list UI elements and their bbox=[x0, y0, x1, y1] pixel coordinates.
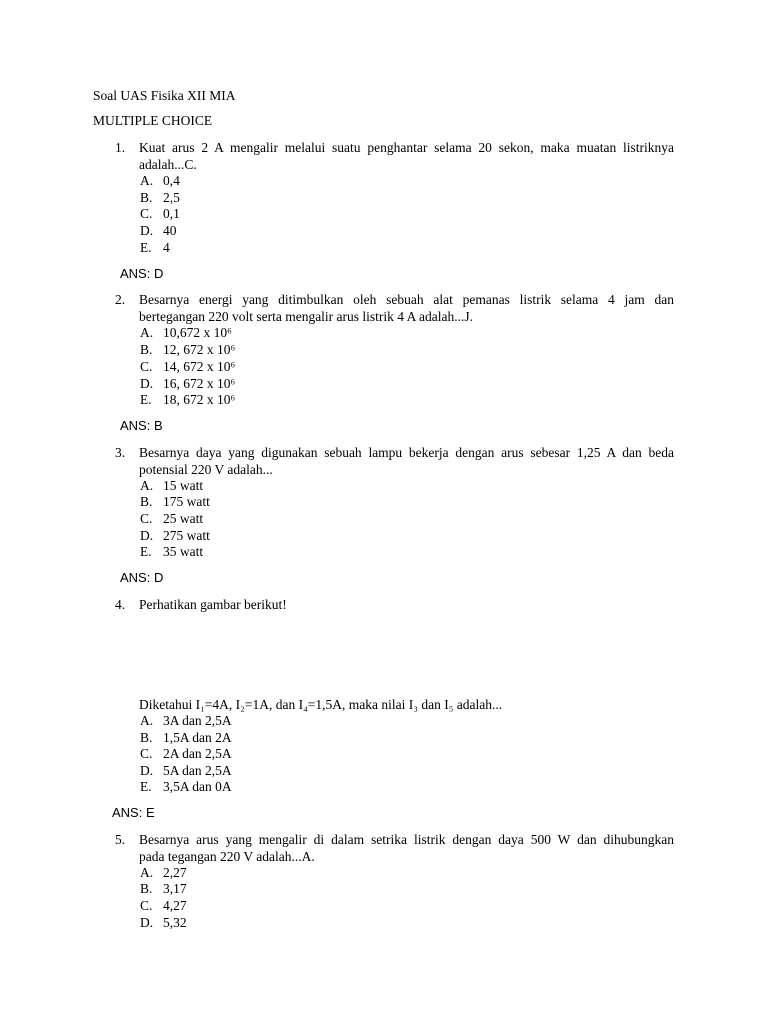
answer-value: B bbox=[153, 418, 163, 433]
option-text: 12, 672 x 10⁶ bbox=[163, 342, 236, 357]
option-letter: A. bbox=[140, 713, 154, 728]
option-text: 1,5A dan 2A bbox=[163, 730, 232, 745]
option-letter: E. bbox=[140, 779, 152, 794]
option-letter: E. bbox=[140, 240, 152, 255]
option-text: 5A dan 2,5A bbox=[163, 763, 232, 778]
option-letter: E. bbox=[140, 544, 152, 559]
question-text-line: Kuat arus 2 A mengalir melalui suatu penghantar selama 20 sekon, maka muatan listriknya bbox=[139, 140, 674, 155]
answer-line bbox=[120, 570, 163, 586]
answer-label: ANS: bbox=[112, 805, 143, 820]
option-text: 175 watt bbox=[163, 494, 210, 509]
option-letter: C. bbox=[140, 359, 153, 374]
option-letter: A. bbox=[140, 173, 154, 188]
question-number: 2. bbox=[115, 292, 126, 307]
answer-line bbox=[120, 418, 163, 434]
question-text-line: Besarnya arus yang mengalir di dalam setrika listrik dengan daya 500 W dan dihubungkan bbox=[139, 832, 674, 847]
option-text: 5,32 bbox=[163, 915, 187, 930]
option-letter: C. bbox=[140, 511, 153, 526]
option-letter: D. bbox=[140, 528, 154, 543]
question-text-line: Besarnya daya yang digunakan sebuah lampu bekerja dengan arus sebesar 1,25 A dan beda bbox=[139, 445, 674, 460]
option-letter: A. bbox=[140, 865, 154, 880]
option-text: 4 bbox=[163, 240, 170, 255]
option-text: 3A dan 2,5A bbox=[163, 713, 232, 728]
option-text: 2,27 bbox=[163, 865, 187, 880]
option-letter: D. bbox=[140, 763, 154, 778]
answer-label: ANS: bbox=[120, 418, 151, 433]
option-letter: B. bbox=[140, 730, 153, 745]
figure-placeholder bbox=[139, 622, 674, 692]
answer-value: D bbox=[153, 570, 164, 585]
section-heading: MULTIPLE CHOICE bbox=[93, 113, 213, 128]
option-text: 2,5 bbox=[163, 190, 180, 205]
option-text: 35 watt bbox=[163, 544, 204, 559]
answer-label: ANS: bbox=[120, 266, 151, 281]
option-letter: C. bbox=[140, 898, 153, 913]
question-number: 3. bbox=[115, 445, 126, 460]
option-text: 3,17 bbox=[163, 881, 187, 896]
option-text: 3,5A dan 0A bbox=[163, 779, 232, 794]
document-title: Soal UAS Fisika XII MIA bbox=[93, 88, 236, 103]
question-text-line: pada tegangan 220 V adalah...A. bbox=[139, 849, 315, 864]
option-text: 25 watt bbox=[163, 511, 204, 526]
question-text-line: Diketahui I₁=4A, I₂=1A, dan I₄=1,5A, maka nilai I₃ dan I₅ adalah... bbox=[139, 697, 503, 712]
option-letter: B. bbox=[140, 342, 153, 357]
answer-value: D bbox=[153, 266, 164, 281]
option-text: 2A dan 2,5A bbox=[163, 746, 232, 761]
option-text: 40 bbox=[163, 223, 177, 238]
option-text: 16, 672 x 10⁶ bbox=[163, 376, 236, 391]
option-letter: E. bbox=[140, 392, 152, 407]
option-letter: B. bbox=[140, 494, 153, 509]
question-text-line: Perhatikan gambar berikut! bbox=[139, 597, 287, 612]
option-letter: D. bbox=[140, 376, 154, 391]
option-text: 0,4 bbox=[163, 173, 180, 188]
option-text: 15 watt bbox=[163, 478, 204, 493]
option-letter: A. bbox=[140, 325, 154, 340]
answer-line bbox=[112, 805, 155, 821]
option-letter: D. bbox=[140, 915, 154, 930]
option-text: 14, 672 x 10⁶ bbox=[163, 359, 236, 374]
option-text: 18, 672 x 10⁶ bbox=[163, 392, 236, 407]
option-text: 275 watt bbox=[163, 528, 210, 543]
question-text-line: Besarnya energi yang ditimbulkan oleh sebuah alat pemanas listrik selama 4 jam dan bbox=[139, 292, 674, 307]
option-letter: B. bbox=[140, 881, 153, 896]
option-text: 0,1 bbox=[163, 206, 180, 221]
option-letter: B. bbox=[140, 190, 153, 205]
question-number: 1. bbox=[115, 140, 126, 155]
question-number: 4. bbox=[115, 597, 126, 612]
option-letter: A. bbox=[140, 478, 154, 493]
question-text-line: adalah...C. bbox=[139, 157, 197, 172]
option-letter: D. bbox=[140, 223, 154, 238]
question-number: 5. bbox=[115, 832, 126, 847]
answer-line bbox=[120, 266, 163, 282]
answer-label: ANS: bbox=[120, 570, 151, 585]
question-text-line: potensial 220 V adalah... bbox=[139, 462, 273, 477]
question-text-line: bertegangan 220 volt serta mengalir arus listrik 4 A adalah...J. bbox=[139, 309, 474, 324]
option-letter: C. bbox=[140, 746, 153, 761]
option-text: 10,672 x 10⁶ bbox=[163, 325, 232, 340]
option-text: 4,27 bbox=[163, 898, 187, 913]
answer-value: E bbox=[145, 805, 155, 820]
option-letter: C. bbox=[140, 206, 153, 221]
